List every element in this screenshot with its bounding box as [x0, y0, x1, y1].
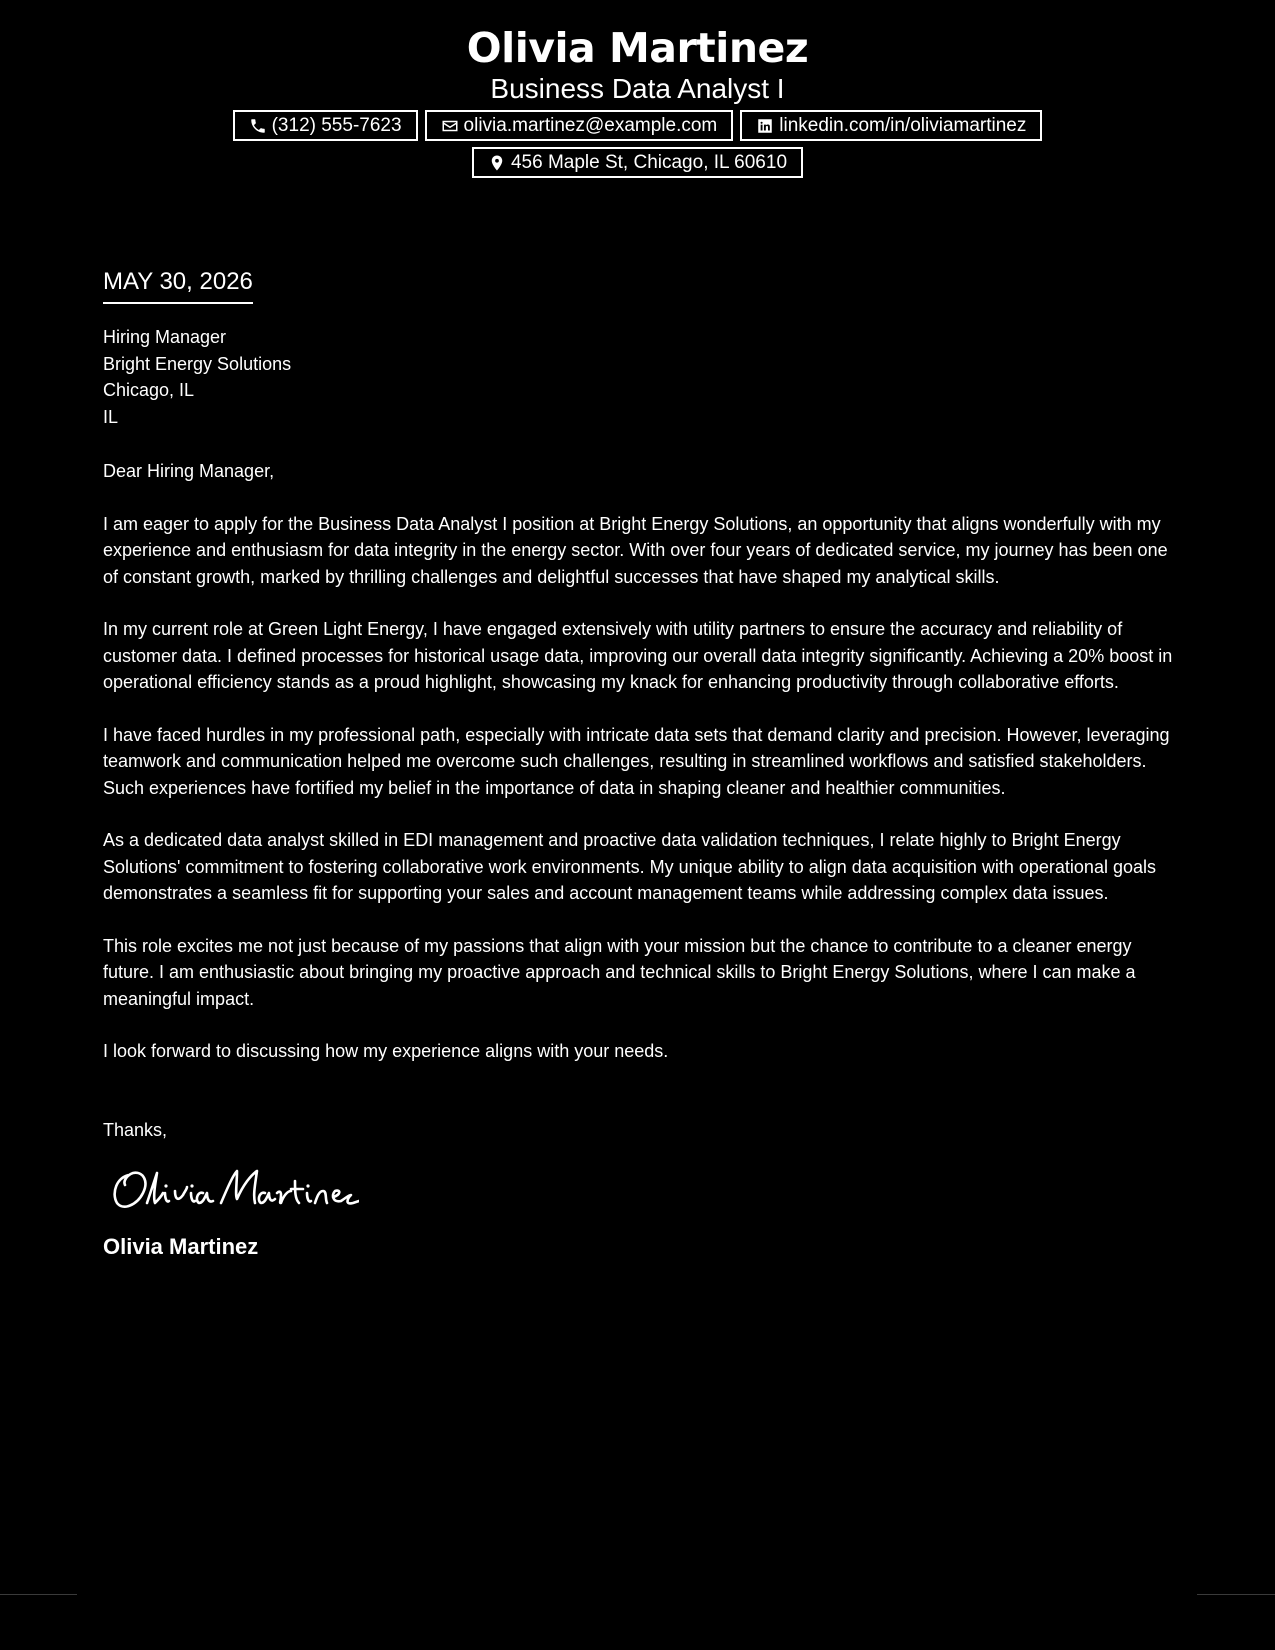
- handwritten-signature: [109, 1161, 1175, 1215]
- recipient-block: [103, 324, 1175, 430]
- contact-email-text: olivia.martinez@example.com: [463, 114, 718, 136]
- recipient-line: Chicago, IL: [103, 380, 195, 400]
- contact-address-text: 456 Maple St, Chicago, IL 60610: [510, 151, 788, 173]
- applicant-role: Business Data Analyst I: [490, 73, 785, 104]
- letter-header: [0, 22, 1275, 178]
- body-paragraph: In my current role at Green Light Energy, I have engaged extensively with utility partners to ensure the accuracy and reliability of customer data. I defined processes for historical usage data, improving our overall data integrity significantly. Achieving a 20% boost in operational efficiency stands as a proud highlight, showcasing my knack for enhancing productivity through collaborative efforts.: [103, 619, 1173, 692]
- contact-phone[interactable]: [233, 110, 418, 141]
- body-paragraph: This role excites me not just because of my passions that align with your mission but the chance to contribute to a cleaner energy future. I am enthusiastic about bringing my proactive approach and technical skills to Bright Energy Solutions, where I can make a meaningful impact.: [103, 935, 1136, 1009]
- body-paragraph: As a dedicated data analyst skilled in EDI management and proactive data validation techniques, I relate highly to Bright Energy Solutions' commitment to fostering collaborative work environments. My unique ability to align data acquisition with operational goals demonstrates a seamless fit for supporting your sales and account management teams while addressing complex data issues.: [103, 830, 1156, 903]
- contact-address[interactable]: [472, 147, 803, 178]
- phone-icon: [249, 117, 267, 135]
- closing: Thanks,: [103, 1119, 168, 1140]
- signer-name: Olivia Martinez: [103, 1234, 259, 1259]
- envelope-icon: [441, 117, 459, 135]
- letter-date: MAY 30, 2026: [103, 266, 253, 304]
- contact-row-primary: [0, 110, 1275, 141]
- linkedin-icon: [756, 117, 774, 135]
- contact-linkedin-text: linkedin.com/in/oliviamartinez: [779, 114, 1027, 136]
- applicant-name: Olivia Martinez: [466, 24, 809, 72]
- map-marker-icon: [488, 154, 506, 172]
- recipient-line: IL: [103, 406, 119, 427]
- salutation: Dear Hiring Manager,: [103, 461, 275, 481]
- footer-rule-left: [0, 1594, 77, 1595]
- recipient-line: Hiring Manager: [103, 327, 227, 347]
- contact-linkedin[interactable]: [740, 110, 1042, 141]
- letter-body: [103, 266, 1175, 1261]
- body-paragraph: I look forward to discussing how my experience aligns with your needs.: [103, 1041, 669, 1061]
- body-paragraph: I am eager to apply for the Business Data Analyst I position at Bright Energy Solutions, an opportunity that aligns wonderfully with my experience and enthusiasm for data integrity in the energy sector. With over four years of dedicated service, my journey has been one of constant growth, marked by thrilling challenges and delightful successes that have shaped my analytical skills.: [103, 513, 1168, 587]
- contact-row-secondary: [0, 147, 1275, 178]
- recipient-line: Bright Energy Solutions: [103, 353, 292, 374]
- footer-rule-right: [1197, 1594, 1275, 1595]
- body-paragraph: I have faced hurdles in my professional path, especially with intricate data sets that demand clarity and precision. However, leveraging teamwork and communication helped me overcome such challenges, resulting in streamlined workflows and satisfied stakeholders. Such experiences have fortified my belief in the importance of data in shaping cleaner and healthier communities.: [103, 724, 1170, 798]
- contact-email[interactable]: [425, 110, 734, 141]
- contact-phone-text: (312) 555-7623: [271, 114, 402, 136]
